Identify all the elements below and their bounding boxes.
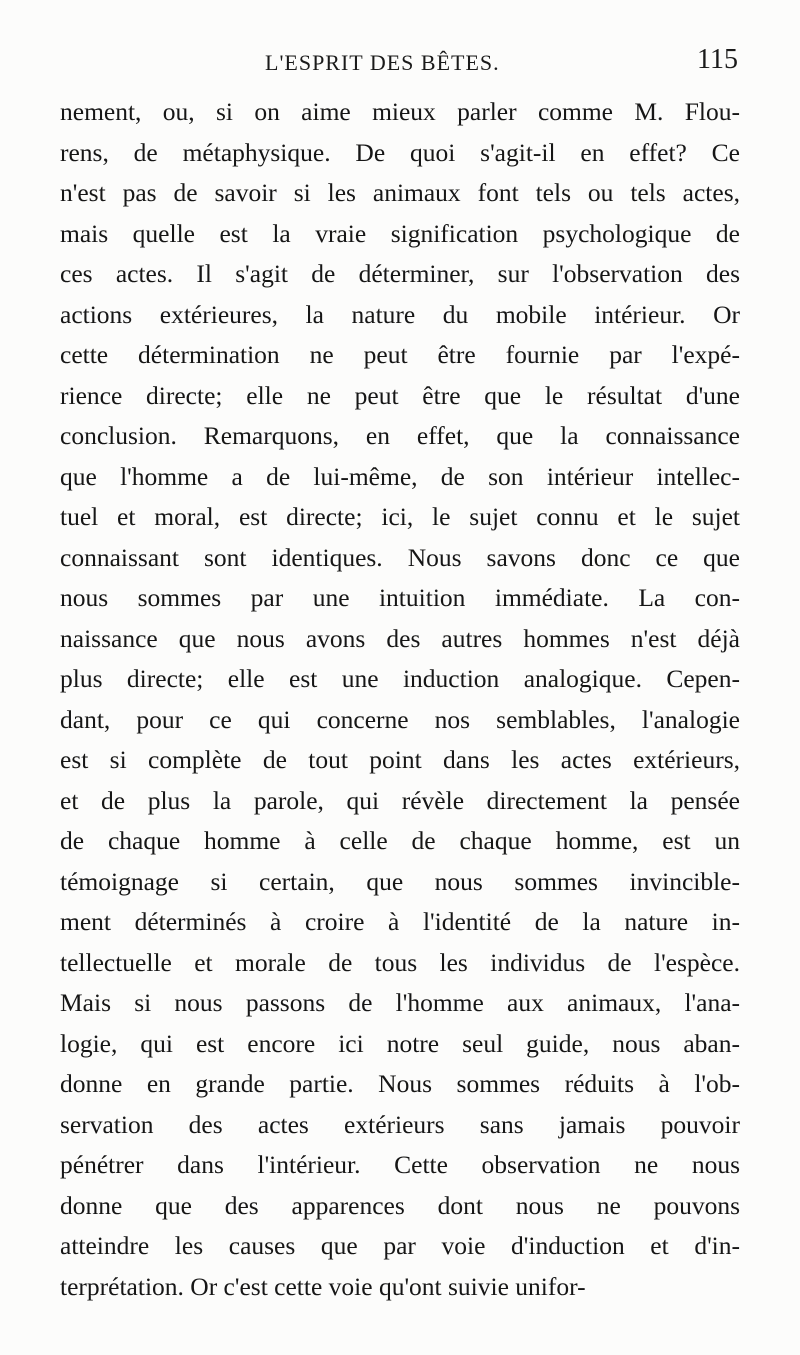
text-line: mais quelle est la vraie signification psychologique de (60, 218, 740, 248)
text-line: que l'homme a de lui-même, de son intérieur intellec- (60, 461, 740, 491)
text-line: logie, qui est encore ici notre seul guide, nous aban- (60, 1028, 740, 1058)
text-line: servation des actes extérieurs sans jamais pouvoir (60, 1109, 740, 1139)
text-line: est si complète de tout point dans les actes extérieurs, (60, 745, 740, 774)
text-line: connaissant sont identiques. Nous savons donc ce que (60, 542, 740, 572)
text-line: plus directe; elle est une induction analogique. Cepen- (60, 664, 740, 693)
text-line: rience directe; elle ne peut être que le résultat d'une (60, 380, 740, 410)
text-line: cette détermination ne peut être fournie par l'expé- (60, 340, 740, 369)
running-title: L'ESPRIT DES BÊTES. (265, 50, 500, 75)
text-line: donne en grande partie. Nous sommes réduits à l'ob- (60, 1069, 740, 1098)
text-line: donne que des apparences dont nous ne pouvons (60, 1190, 740, 1220)
text-line: actions extérieures, la nature du mobile intérieur. Or (60, 299, 740, 329)
text-line: de chaque homme à celle de chaque homme, est un (60, 826, 740, 855)
text-line: dant, pour ce qui concerne nos semblables, l'analogie (60, 704, 740, 734)
text-line: nement, ou, si on aime mieux parler comme M. Flou- (60, 97, 740, 126)
text-line: nous sommes par une intuition immédiate. La con- (60, 583, 740, 612)
text-line: rens, de métaphysique. De quoi s'agit-il en effet? Ce (60, 137, 740, 167)
page-header (60, 42, 738, 82)
text-line: ces actes. Il s'agit de déterminer, sur l'observation des (60, 259, 740, 288)
text-line: et de plus la parole, qui révèle directement la pensée (60, 785, 740, 815)
text-line: tuel et moral, est directe; ici, le sujet connu et le sujet (60, 502, 740, 531)
text-line: atteindre les causes que par voie d'induction et d'in- (60, 1231, 740, 1260)
text-line: ment déterminés à croire à l'identité de la nature in- (60, 907, 740, 936)
text-line: pénétrer dans l'intérieur. Cette observation ne nous (60, 1150, 740, 1179)
text-line: n'est pas de savoir si les animaux font tels ou tels actes, (60, 178, 740, 207)
text-line: naissance que nous avons des autres hommes n'est déjà (60, 623, 740, 653)
text-line: témoignage si certain, que nous sommes invincible- (60, 866, 740, 896)
text-line: Mais si nous passons de l'homme aux animaux, l'ana- (60, 988, 740, 1017)
text-line: terprétation. Or c'est cette voie qu'ont suivie unifor- (60, 1271, 586, 1301)
page-number: 115 (697, 44, 738, 75)
text-line: conclusion. Remarquons, en effet, que la connaissance (60, 421, 740, 450)
text-line: tellectuelle et morale de tous les individus de l'espèce. (60, 947, 740, 977)
body-text (60, 92, 740, 1307)
